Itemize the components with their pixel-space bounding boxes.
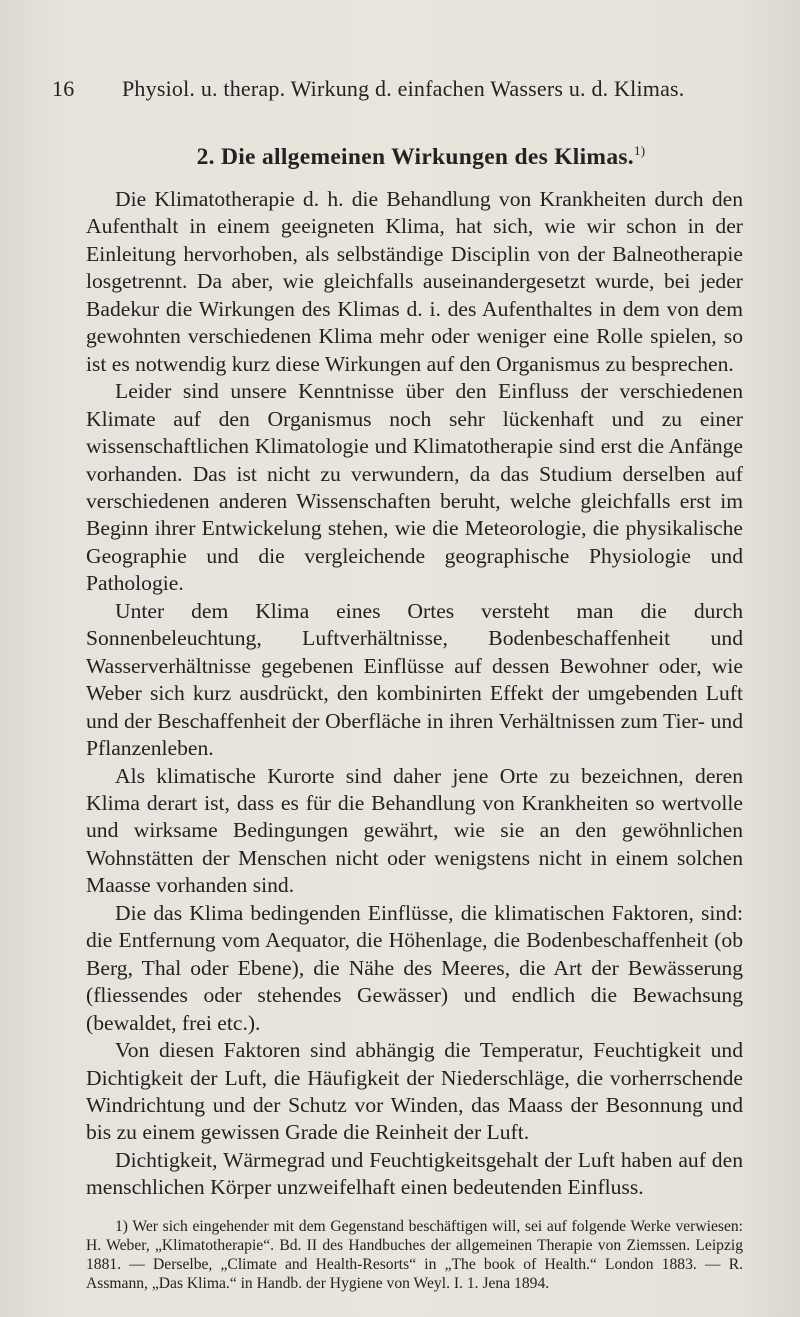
body-text — [86, 186, 743, 1202]
running-title: Physiol. u. therap. Wirkung d. einfachen Wassers u. d. Klimas. — [122, 76, 685, 101]
footnote — [86, 1217, 743, 1293]
footnote-text: 1) Wer sich eingehender mit dem Gegenstand beschäftigen will, sei auf folgende Werke verwiesen: H. Weber, „Klimatotherapie“. Bd. II des Handbuches der allgemeinen Therapie von Ziemssen. Leipzig 1881. — Derselbe, „Climate and Health-Resorts“ in „The book of Health.“ London 1883. — R. Assmann, „Das Klima.“ in Handb. der Hygiene von Weyl. I. 1. Jena 1894. — [86, 1218, 743, 1292]
paragraph: Unter dem Klima eines Ortes versteht man die durch Sonnenbeleuchtung, Luftverhältnisse, Bodenbeschaffenheit und Wasserverhältnisse gegebenen Einflüsse auf dessen Bewohner oder, wie Weber sich kurz ausdrückt, den kombinirten Effekt der umgebenden Luft und der Beschaffenheit der Oberfläche in ihren Verhältnissen zum Tier- und Pflanzenleben. — [86, 598, 743, 761]
running-header — [52, 76, 742, 102]
page-number: 16 — [52, 76, 75, 101]
footnote-marker: 1) — [633, 143, 646, 158]
paragraph: Die Klimatotherapie d. h. die Behandlung von Krankheiten durch den Aufenthalt in einem geeigneten Klima, hat sich, wie wir schon in der Einleitung hervorhoben, als selbständige Disciplin von der Balneotherapie losgetrennt. Da aber, wie gleichfalls auseinandergesetzt wurde, bei jeder Badekur die Wirkungen des Klimas d. i. des Aufenthaltes in dem von dem gewohnten verschiedenen Klima mehr oder weniger eine Rolle spielen, so ist es notwendig kurz diese Wirkungen auf den Organismus zu besprechen. — [86, 187, 743, 376]
paragraph: Als klimatische Kurorte sind daher jene Orte zu bezeichnen, deren Klima derart ist, dass es für die Behandlung von Krankheiten so wertvolle und wirksame Bedingungen gewährt, wie sie an den gewöhnlichen Wohnstätten der Menschen nicht oder wenigstens nicht in einem solchen Maasse vorhanden sind. — [86, 763, 743, 898]
section-title-text: 2. Die allgemeinen Wirkungen des Klimas. — [196, 143, 634, 170]
paragraph: Leider sind unsere Kenntnisse über den Einfluss der verschiedenen Klimate auf den Organismus noch sehr lückenhaft und zu einer wissenschaftlichen Klimatologie und Klimatotherapie sind erst die Anfänge vorhanden. Das ist nicht zu verwundern, da das Studium derselben auf verschiedenen anderen Wissenschaften beruht, welche gleichfalls erst im Beginn ihrer Entwickelung stehen, wie die Meteorologie, die physikalische Geographie und die vergleichende geographische Physiologie und Pathologie. — [86, 379, 743, 596]
paragraph: Dichtigkeit, Wärmegrad und Feuchtigkeitsgehalt der Luft haben auf den menschlichen Körper unzweifelhaft einen bedeutenden Einfluss. — [86, 1147, 743, 1200]
paragraph: Von diesen Faktoren sind abhängig die Temperatur, Feuchtigkeit und Dichtigkeit der Luft, die Häufigkeit der Niederschläge, die vorherrschende Windrichtung und der Schutz vor Winden, das Maass der Besonnung und bis zu einem gewissen Grade die Reinheit der Luft. — [86, 1038, 743, 1145]
paragraph: Die das Klima bedingenden Einflüsse, die klimatischen Faktoren, sind: die Entfernung vom Aequator, die Höhenlage, die Bodenbeschaffenheit (ob Berg, Thal oder Ebene), die Nähe des Meeres, die Art der Bewässerung (fliessendes oder stehendes Gewässer) und endlich die Bewachsung (bewaldet, frei etc.). — [86, 900, 743, 1035]
section-heading — [96, 143, 746, 171]
